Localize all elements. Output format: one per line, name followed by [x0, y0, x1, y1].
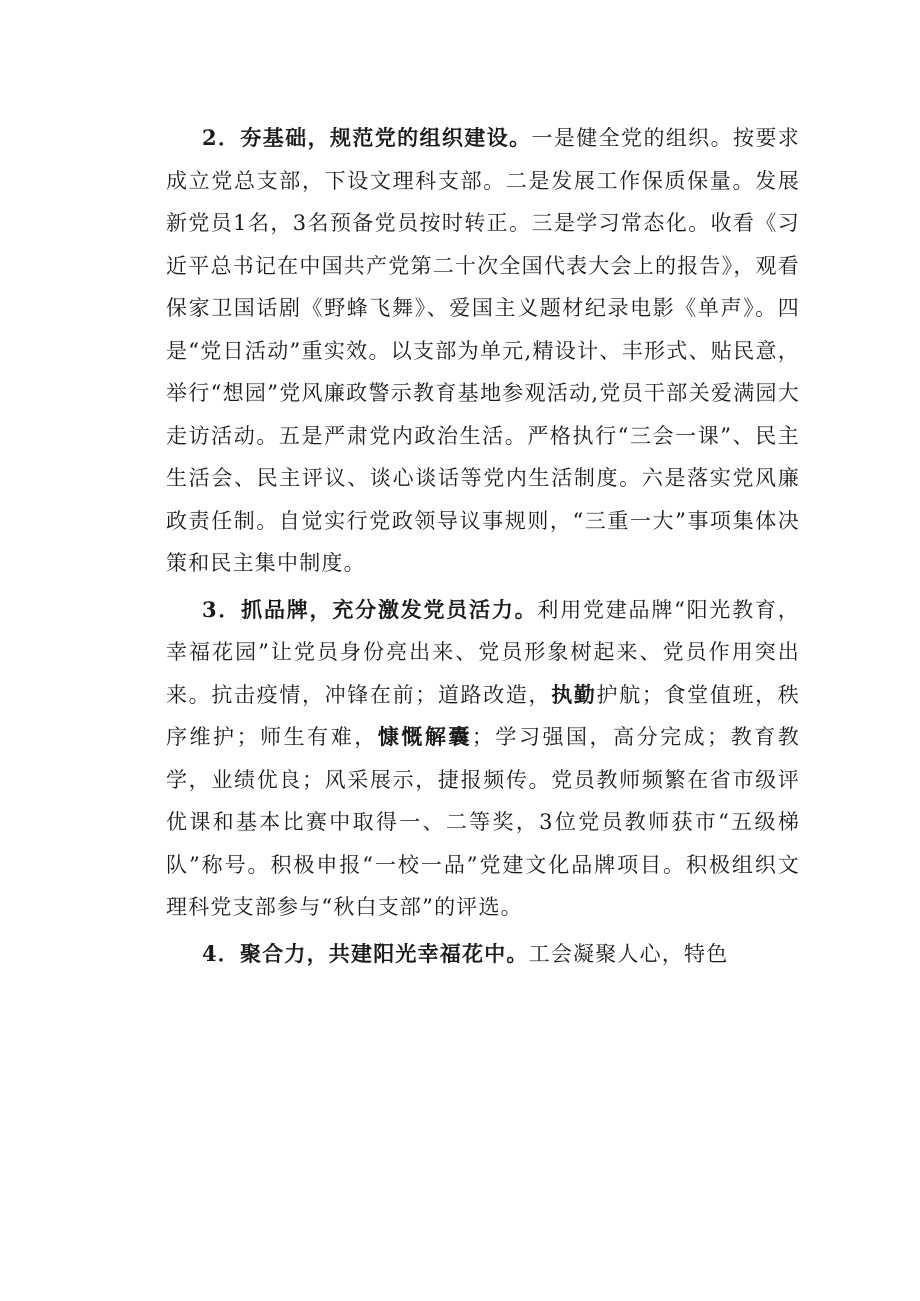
paragraph-3-bold-phrase-1: 执勤	[551, 681, 597, 707]
paragraph-3	[166, 589, 800, 929]
paragraph-3-bold-phrase-2: 慷慨解囊	[377, 724, 472, 749]
paragraph-4	[166, 933, 800, 976]
paragraph-3-body-part-1: 利用党建品牌“阳光教育，幸福花园”让党员身份亮出来、党员形象树起来、党员作用突出来。抗击疫情，冲锋在前；道路改造，	[166, 597, 800, 707]
paragraph-3-body-part-3: ；学习强国，高分完成；教育教学，业绩优良；风采展示，捷报频传。党员教师频繁在省市级评优课和基本比赛中取得一、二等奖，3位党员教师获市“五级梯队”称号。积极申报“一校一品”党建文化品牌项目。积极组织文理科党支部参与“秋白支部”的评选。	[166, 725, 800, 919]
paragraph-2-heading: 2．夯基础，规范党的组织建设。	[202, 125, 532, 150]
paragraph-3-body-part-2: 护航；食堂值班，秩序维护；师生有难，	[166, 682, 800, 749]
paragraph-2	[166, 117, 800, 585]
paragraph-3-heading: 3．抓品牌，充分激发党员活力。	[202, 596, 538, 622]
paragraph-4-body: 工会凝聚人心，特色	[528, 941, 729, 966]
paragraph-2-body: 一是健全党的组织。按要求成立党总支部，下设文理科支部。二是发展工作保质保量。发展新党员1名，3名预备党员按时转正。三是学习常态化。收看《习近平总书记在中国共产党第二十次全国代表大会上的报告》，观看保家卫国话剧《野蜂飞舞》、爱国主义题材纪录电影《单声》。四是“党日活动”重实效。以支部为单元,精设计、丰形式、贴民意，举行“想园”党风廉政警示教育基地参观活动,党员干部关爱满园大走访活动。五是严肃党内政治生活。严格执行“三会一课”、民主生活会、民主评议、谈心谈话等党内生活制度。六是落实党风廉政责任制。自觉实行党政领导议事规则，“三重一大”事项集体决策和民主集中制度。	[166, 126, 800, 575]
paragraph-4-heading: 4．聚合力，共建阳光幸福花中。	[202, 940, 529, 966]
